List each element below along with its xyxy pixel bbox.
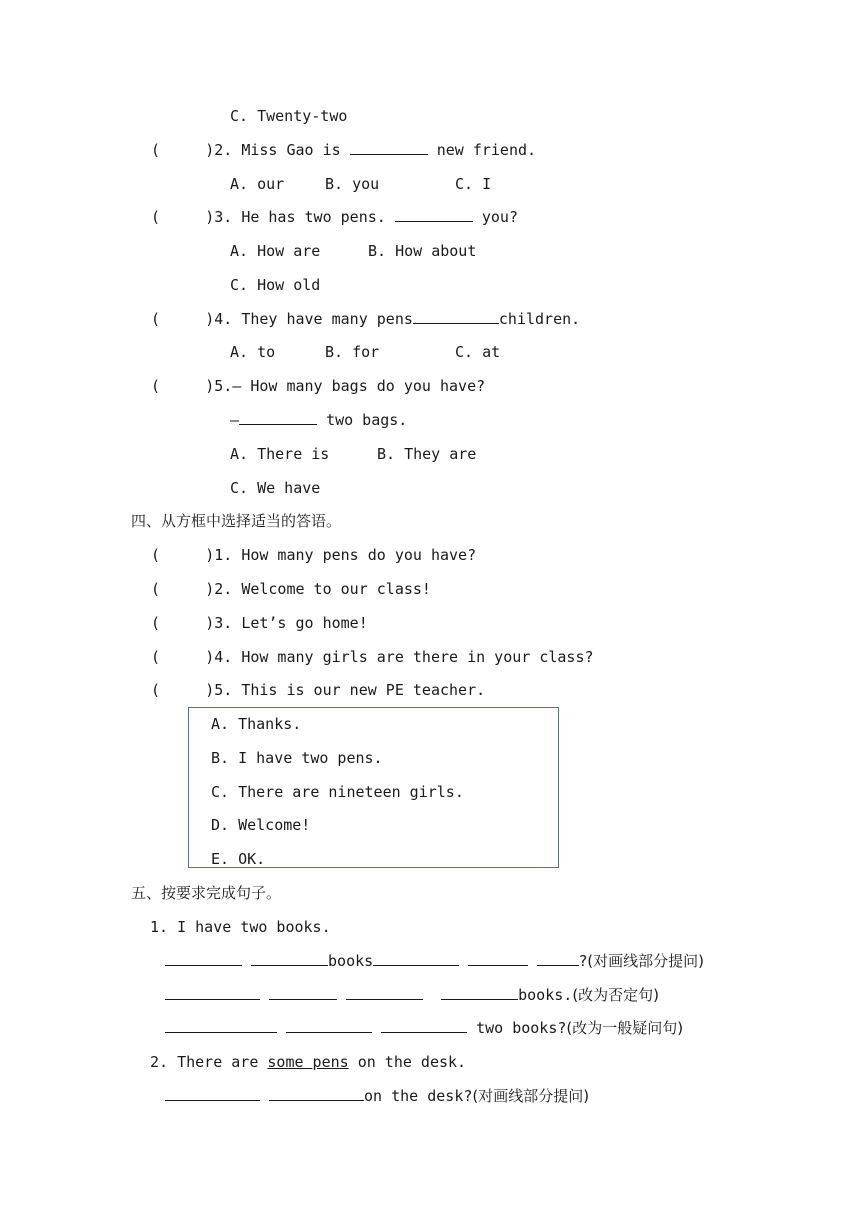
item-text: Welcome to our class! — [241, 580, 431, 598]
item-text: How many pens do you have? — [241, 546, 477, 564]
question-3 — [151, 207, 518, 227]
fill-blank[interactable] — [381, 1018, 467, 1033]
answer-choice-d: D. Welcome! — [211, 816, 311, 834]
fill-blank[interactable] — [468, 951, 528, 966]
item-text: This is our new PE teacher. — [241, 681, 486, 699]
instruction-note: (对画线部分提问) — [472, 1087, 590, 1105]
fill-blank[interactable] — [395, 207, 473, 222]
question-2 — [151, 140, 536, 160]
answer-word: books. — [518, 986, 573, 1004]
q2-option-a: A. our — [230, 175, 285, 193]
question-text: — How many bags do you have? — [232, 377, 486, 395]
q3-option-c: C. How old — [230, 276, 321, 294]
fill-blank[interactable] — [286, 1018, 372, 1033]
item-number: )2. — [205, 580, 233, 598]
answer-paren: ( — [151, 648, 161, 666]
q5-option-c: C. We have — [230, 479, 321, 497]
sentence-2-answer-line-1 — [165, 1086, 589, 1106]
answer-paren: ( — [151, 580, 161, 598]
answer-text: two books? — [476, 1019, 567, 1037]
fill-blank[interactable] — [269, 1086, 364, 1101]
section-4-item-1 — [151, 545, 476, 565]
sentence-2-prompt — [150, 1052, 466, 1072]
sentence-1-answer-line-2 — [165, 985, 659, 1005]
q2-option-c: C. I — [455, 175, 492, 193]
fill-blank[interactable] — [346, 985, 423, 1000]
fill-blank[interactable] — [269, 985, 337, 1000]
question-text-end: two bags. — [326, 411, 408, 429]
question-text-end: you? — [481, 208, 518, 226]
q3-option-a: A. How are — [230, 242, 321, 260]
underlined-phrase: some pens — [267, 1053, 349, 1071]
fill-blank[interactable] — [373, 951, 459, 966]
instruction-note: ?(对画线部分提问) — [579, 952, 704, 970]
answer-choice-c: C. There are nineteen girls. — [211, 783, 464, 801]
sentence-1-answer-line-1 — [165, 951, 704, 971]
section-4-item-3 — [151, 613, 368, 633]
fill-blank[interactable] — [239, 410, 317, 425]
q3-option-b: B. How about — [368, 242, 477, 260]
answer-paren: ( — [151, 681, 161, 699]
answer-paren: ( — [151, 208, 161, 226]
question-text: He has two pens. — [241, 208, 386, 226]
q4-option-b: B. for — [325, 343, 380, 361]
question-number: )5. — [205, 377, 233, 395]
q4-option-c: C. at — [455, 343, 501, 361]
q5-option-b: B. They are — [377, 445, 477, 463]
fill-blank[interactable] — [537, 951, 579, 966]
question-text: Miss Gao is — [241, 141, 341, 159]
question-text-end: children. — [498, 310, 581, 328]
answer-paren: ( — [151, 377, 161, 395]
fill-blank[interactable] — [441, 985, 518, 1000]
answer-paren: ( — [151, 141, 161, 159]
q5-option-a: A. There is — [230, 445, 330, 463]
item-text: How many girls are there in your class? — [241, 648, 594, 666]
fill-blank[interactable] — [165, 1086, 260, 1101]
answer-paren: ( — [151, 546, 161, 564]
q1-option-c: C. Twenty-two — [230, 107, 348, 125]
prompt-text-end: on the desk. — [357, 1053, 467, 1071]
item-number: )1. — [205, 546, 233, 564]
section-4-item-5 — [151, 680, 485, 700]
fill-blank[interactable] — [165, 951, 242, 966]
section-5-title: 五、按要求完成句子。 — [131, 884, 282, 902]
fill-blank[interactable] — [350, 140, 428, 155]
answer-choice-a: A. Thanks. — [211, 715, 302, 733]
question-5 — [151, 376, 485, 396]
q4-option-a: A. to — [230, 343, 276, 361]
question-4 — [151, 309, 580, 329]
question-number: )4. — [205, 310, 233, 328]
section-4-item-4 — [151, 647, 594, 667]
fill-blank[interactable] — [413, 309, 499, 324]
answer-paren: ( — [151, 310, 161, 328]
item-number: )5. — [205, 681, 233, 699]
section-4-title: 四、从方框中选择适当的答语。 — [131, 512, 342, 530]
sentence-1-answer-line-3 — [165, 1018, 683, 1038]
dash: — — [230, 411, 240, 429]
item-number: )4. — [205, 648, 233, 666]
item-text: Let’s go home! — [241, 614, 368, 632]
answer-text: on the desk? — [364, 1087, 473, 1105]
sentence-1-prompt: 1. I have two books. — [150, 918, 331, 936]
fill-blank[interactable] — [251, 951, 328, 966]
prompt-text: 2. There are — [150, 1053, 259, 1071]
item-number: )3. — [205, 614, 233, 632]
question-text-end: new friend. — [436, 141, 537, 159]
answer-word: books — [328, 952, 374, 970]
answer-paren: ( — [151, 614, 161, 632]
question-number: )3. — [205, 208, 233, 226]
instruction-note: (改为一般疑问句) — [566, 1019, 684, 1037]
instruction-note: (改为否定句) — [572, 986, 660, 1004]
answer-choice-e: E. OK. — [211, 850, 266, 868]
q2-option-b: B. you — [325, 175, 380, 193]
fill-blank[interactable] — [165, 1018, 277, 1033]
question-text: They have many pens — [241, 310, 413, 328]
section-4-item-2 — [151, 579, 431, 599]
question-5-response — [230, 410, 407, 430]
answer-choice-b: B. I have two pens. — [211, 749, 383, 767]
fill-blank[interactable] — [165, 985, 260, 1000]
question-number: )2. — [205, 141, 233, 159]
